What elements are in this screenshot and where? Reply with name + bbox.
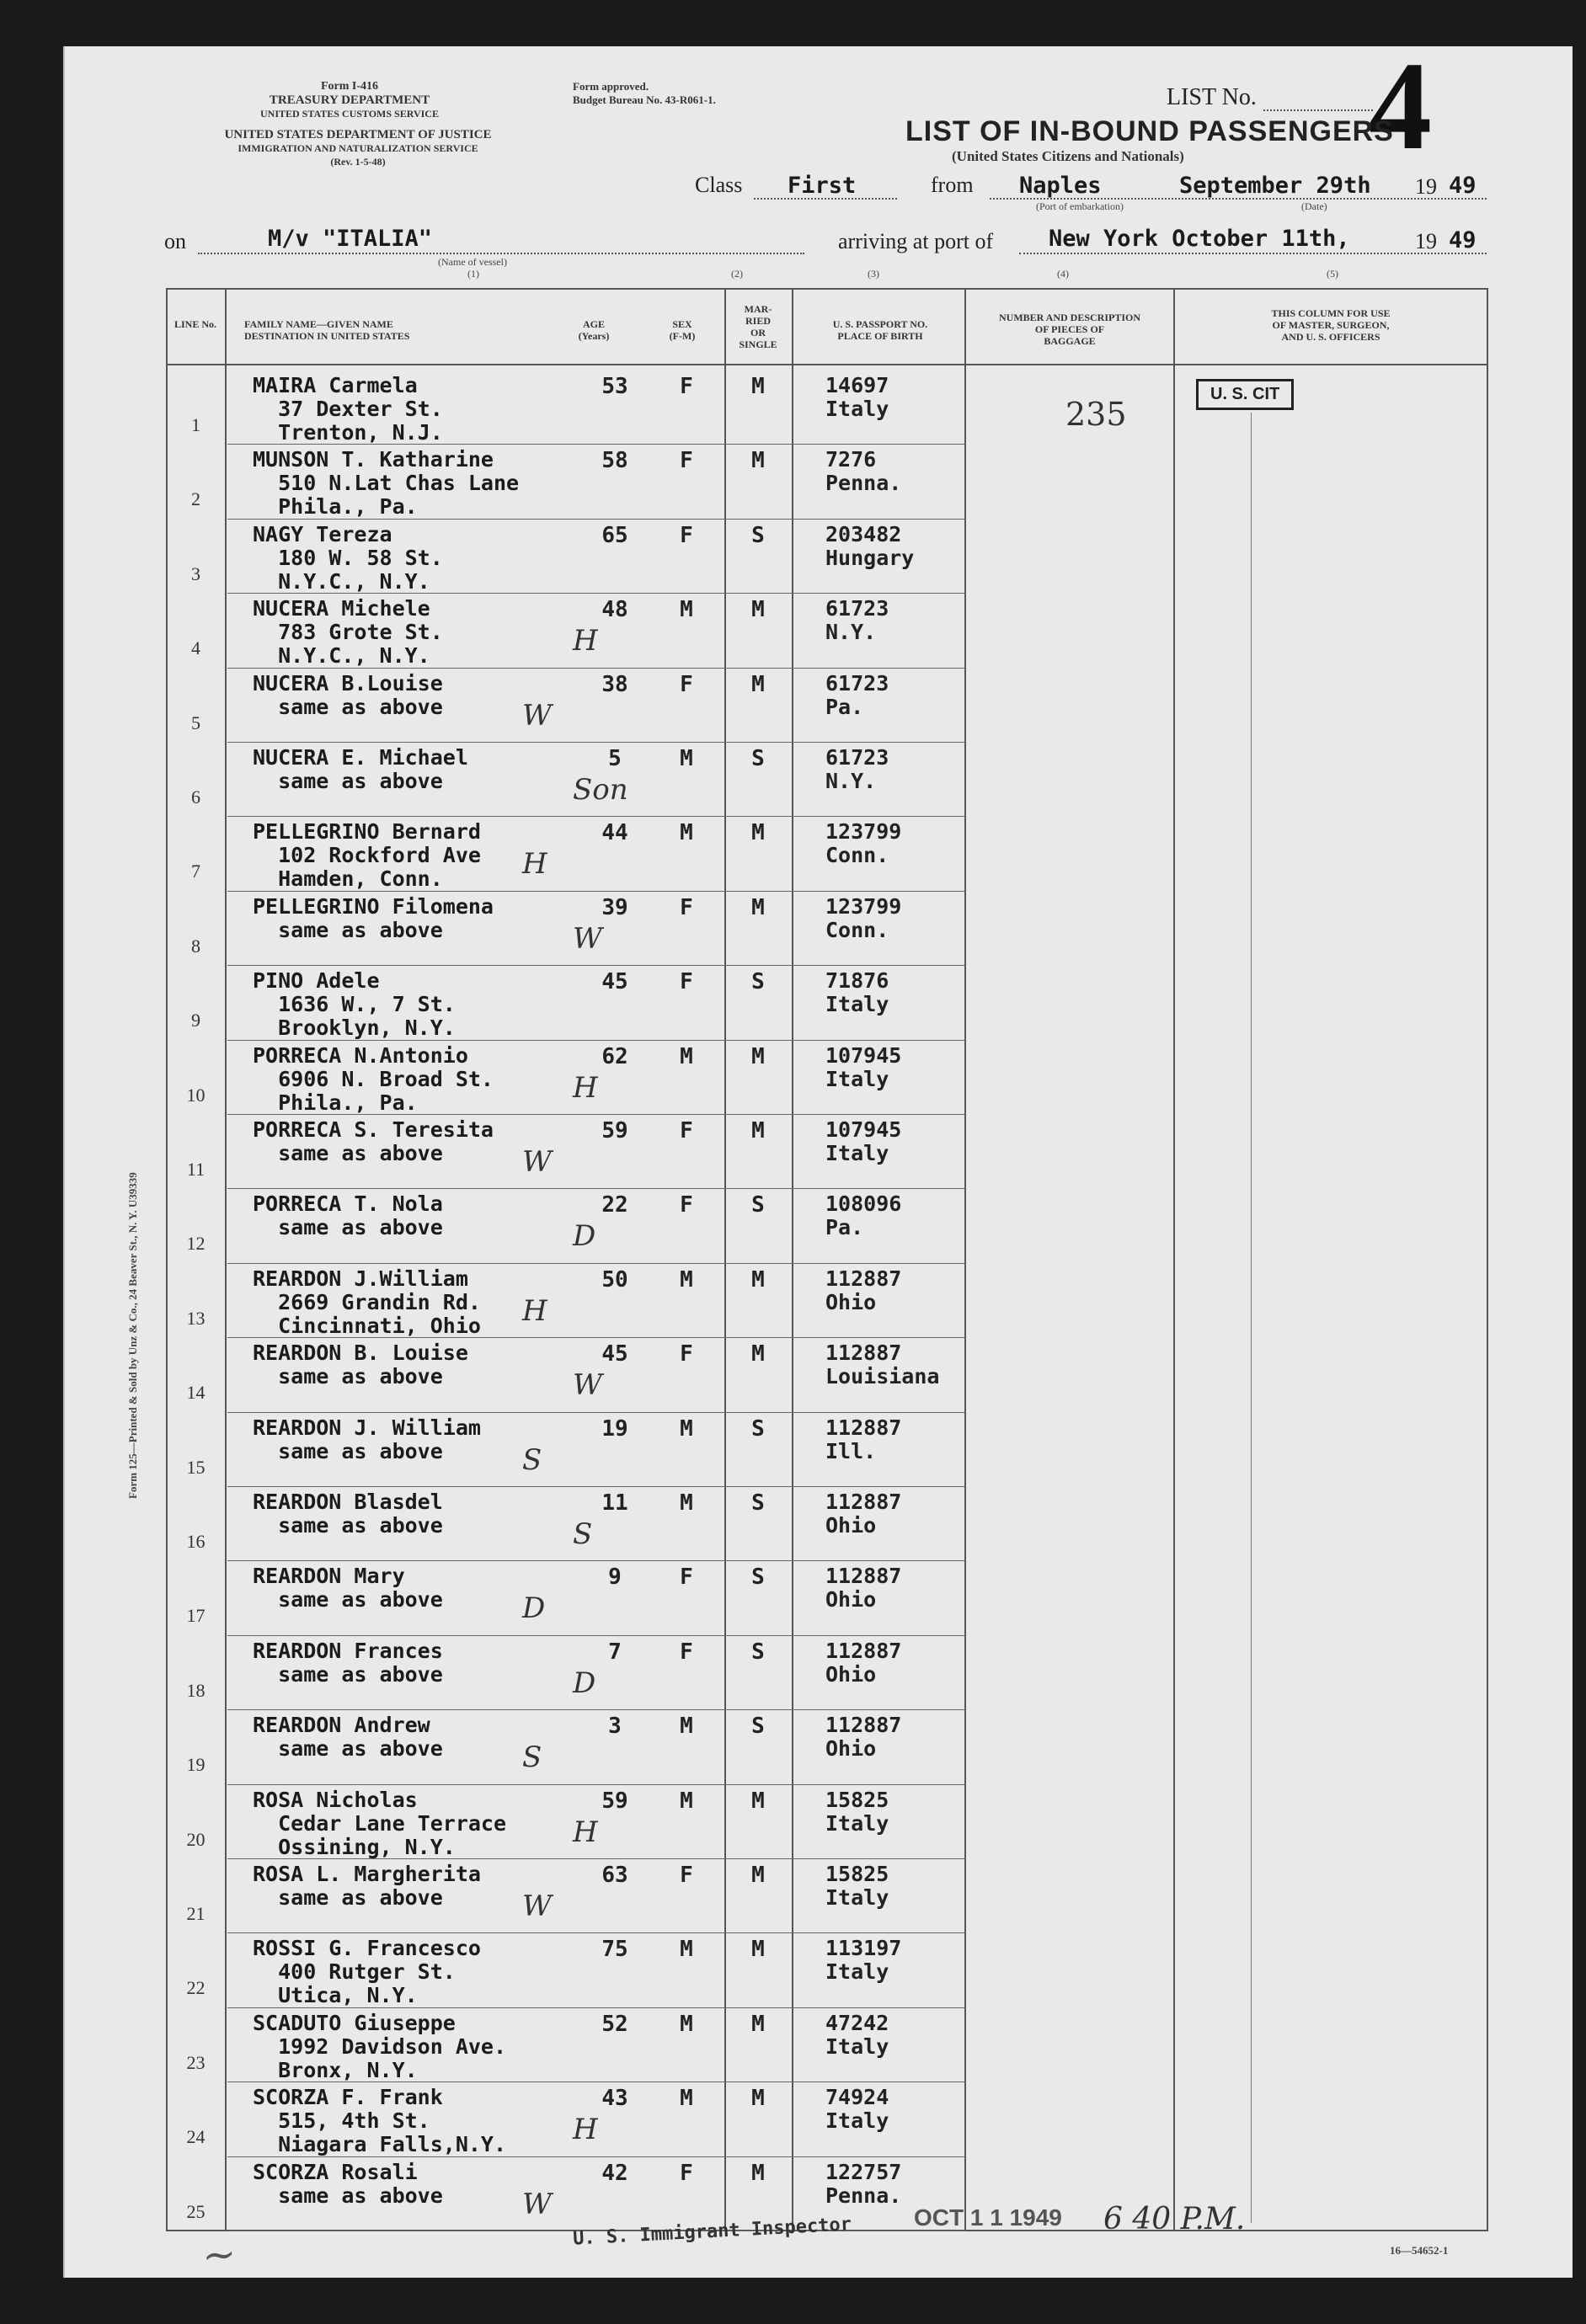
passenger-name-address: SCADUTO Giuseppe 1992 Davidson Ave. Bronx, N.Y. [253,2010,507,2082]
side-imprint: Form 125—Printed & Sold by Unz & Co., 24 Beaver St., N. Y. U39339 [126,1172,139,1499]
passenger-name-address: REARDON B. Louise same as above [253,1341,468,1389]
depart-date: September 29th [1179,173,1371,199]
passenger-age: 45 [601,1341,628,1367]
date-stamp: OCT 1 1 1949 [914,2204,1062,2231]
passenger-sex: F [680,1863,693,1888]
line-number: 6 [191,786,200,808]
marital-status: M [751,2160,765,2186]
line-number: 22 [186,1977,206,1999]
passport-birthplace: 61723 N.Y. [825,745,889,793]
passenger-name-address: PORRECA T. Nola same as above [253,1191,443,1240]
passenger-sex: F [680,1639,693,1665]
col-sex: SEX (F-M) [669,318,696,342]
year-prefix-2: 19 [1415,229,1437,253]
on-label: on [164,229,186,253]
marital-status: M [751,597,765,623]
passenger-age: 45 [601,969,628,995]
passenger-sex: M [680,2011,693,2037]
passenger-sex: F [680,448,693,474]
line-number: 9 [191,1010,200,1031]
passenger-name-address: MUNSON T. Katharine 510 N.Lat Chas Lane Phila., Pa. [253,447,520,520]
line-number: 10 [186,1084,206,1106]
marital-status: S [751,1639,765,1665]
row-separator [227,1263,966,1264]
marital-status: S [751,522,765,548]
relation-annotation: S [573,1517,593,1551]
passenger-name-address: ROSA L. Margherita same as above [253,1862,481,1910]
relation-annotation: H [522,847,547,882]
passenger-sex: M [680,1714,693,1740]
col-passport: U. S. PASSPORT NO. PLACE OF BIRTH [832,318,928,342]
passenger-name-address: NAGY Tereza 180 W. 58 St. N.Y.C., N.Y. [253,521,443,594]
marital-status: S [751,1714,765,1740]
passenger-age: 7 [608,1639,622,1665]
passenger-sex: M [680,1937,693,1963]
passenger-sex: F [680,522,693,548]
passenger-name-address: NUCERA B.Louise same as above [253,670,443,719]
passenger-age: 75 [601,1937,628,1963]
passenger-name-address: REARDON Blasdel same as above [253,1490,443,1538]
passenger-age: 59 [601,1788,628,1814]
line-number: 13 [186,1307,206,1329]
relation-annotation: H [573,624,598,658]
col-num-2: (2) [731,268,743,280]
col-name: FAMILY NAME—GIVEN NAME DESTINATION IN UNITED STATES [244,318,410,342]
relation-annotation: H [573,1815,598,1849]
passenger-age: 65 [601,522,628,548]
marital-status: M [751,1118,765,1143]
passenger-name-address: SCORZA Rosali same as above [253,2159,443,2208]
passport-birthplace: 112887 Ohio [825,1564,902,1612]
passenger-sex: M [680,1043,693,1069]
passenger-sex: F [680,671,693,697]
passenger-sex: M [680,1415,693,1442]
passenger-name-address: REARDON Frances same as above [253,1638,443,1687]
arrival-year: 49 [1449,227,1477,253]
passenger-age: 62 [601,1043,628,1069]
relation-annotation: D [522,1591,546,1626]
relation-annotation: H [522,1293,547,1328]
treasury-header: Form I-416 TREASURY DEPARTMENT UNITED STATES CUSTOMS SERVICE [260,80,439,120]
passenger-sex: F [680,374,693,399]
line-number: 15 [186,1456,206,1478]
form-code: 16—54652-1 [1390,2244,1449,2257]
row-separator [227,1412,966,1413]
passenger-name-address: NUCERA E. Michael same as above [253,745,468,793]
line-number: 16 [186,1531,206,1552]
passenger-sex: M [680,597,693,623]
line-number: 1 [191,414,200,435]
col-num-3: (3) [868,268,879,280]
passport-birthplace: 112887 Ohio [825,1713,902,1762]
marital-status: M [751,1937,765,1963]
passenger-age: 63 [601,1863,628,1888]
passport-birthplace: 112887 Ohio [825,1490,902,1538]
arrival-info: New York October 11th, [1049,226,1350,252]
passenger-sex: M [680,820,693,846]
marital-status: S [751,1564,765,1591]
page-subtitle: (United States Citizens and Nationals) [952,148,1184,164]
passenger-sex: F [680,1564,693,1591]
passenger-age: 39 [601,894,628,920]
passport-birthplace: 112887 Ohio [825,1638,902,1687]
passenger-age: 43 [601,2086,628,2112]
line-number: 8 [191,935,200,957]
passenger-name-address: PELLEGRINO Bernard 102 Rockford Ave Hamden, Conn. [253,819,481,892]
marital-status: S [751,969,765,995]
inspector-signature: ~ [200,2230,238,2280]
page-title: LIST OF IN-BOUND PASSENGERS [905,115,1394,147]
relation-annotation: D [573,1219,596,1254]
from-label: from [931,173,974,197]
row-separator [227,816,966,817]
relation-annotation: D [573,1666,596,1700]
passenger-sex: M [680,746,693,771]
embark-note: (Port of embarkation) [1036,200,1124,212]
class-label: Class [695,173,743,197]
passport-birthplace: 47242 Italy [825,2010,889,2059]
passport-birthplace: 74924 Italy [825,2085,889,2134]
passenger-age: 3 [608,1714,622,1740]
list-no-label: LIST No. [1167,84,1257,110]
relation-annotation: W [522,1145,552,1179]
list-number: 4 [1369,36,1432,176]
passenger-sex: M [680,1490,693,1516]
passenger-name-address: NUCERA Michele 783 Grote St. N.Y.C., N.Y. [253,596,443,669]
line-number: 17 [186,1605,206,1627]
arriving-label: arriving at port of [838,229,994,253]
marital-status: M [751,894,765,920]
vessel-name: M/v "ITALIA" [268,226,433,252]
date-note: (Date) [1301,200,1327,212]
passenger-name-address: PELLEGRINO Filomena same as above [253,893,494,942]
row-separator [227,1932,966,1933]
line-number: 14 [186,1382,206,1404]
passenger-age: 53 [601,374,628,399]
passenger-age: 44 [601,820,628,846]
relation-annotation: W [522,1890,552,1923]
line-number: 24 [186,2126,206,2148]
embark-port: Naples [1019,173,1102,199]
marital-status: M [751,2086,765,2112]
line-number: 4 [191,637,200,659]
marital-status: S [751,1490,765,1516]
line-number: 12 [186,1233,206,1255]
row-separator [227,1486,966,1487]
passenger-name-address: REARDON Andrew same as above [253,1713,443,1762]
passenger-age: 58 [601,448,628,474]
passport-birthplace: 71876 Italy [825,968,889,1017]
passenger-age: 48 [601,597,628,623]
relation-annotation: W [573,921,602,956]
col-num-5: (5) [1327,268,1338,280]
relation-annotation: W [573,1368,602,1403]
passport-birthplace: 15825 Italy [825,1862,889,1910]
vessel-note: (Name of vessel) [438,256,507,268]
marital-status: M [751,1863,765,1888]
col-officers: THIS COLUMN FOR USE OF MASTER, SURGEON, AND U. S. OFFICERS [1271,307,1391,343]
marital-status: M [751,448,765,474]
passport-birthplace: 61723 N.Y. [825,596,889,645]
passenger-age: 42 [601,2160,628,2186]
passenger-name-address: PORRECA N.Antonio 6906 N. Broad St. Phila., Pa. [253,1042,494,1115]
row-separator [227,1635,966,1636]
baggage-count: 235 [1065,396,1127,433]
passenger-age: 19 [601,1415,628,1442]
col-line-no: LINE No. [174,318,216,330]
passenger-sex: M [680,2086,693,2112]
line-number: 5 [191,712,200,733]
passenger-sex: F [680,1192,693,1218]
row-separator [227,965,966,966]
passenger-sex: F [680,1341,693,1367]
passport-birthplace: 7276 Penna. [825,447,902,496]
passenger-name-address: REARDON J. William same as above [253,1415,481,1463]
relation-annotation: S [522,1740,542,1775]
budget-approval: Form approved. Budget Bureau No. 43-R061-1. [573,80,716,106]
passport-birthplace: 112887 Ohio [825,1266,902,1314]
inspector-label: U. S. Immigrant Inspector [572,2214,852,2250]
marital-status: M [751,1788,765,1814]
marital-status: M [751,1043,765,1069]
passport-birthplace: 14697 Italy [825,373,889,421]
passport-birthplace: 123799 Conn. [825,893,902,942]
relation-annotation: W [522,698,552,733]
line-number: 23 [186,2051,206,2073]
passport-birthplace: 108096 Pa. [825,1191,902,1240]
justice-header: UNITED STATES DEPARTMENT OF JUSTICE IMMIGRATION AND NATURALIZATION SERVICE (Rev. 1-5-48) [224,128,492,168]
relation-annotation: W [522,2187,552,2221]
relation-annotation: S [522,1442,542,1477]
line-number: 25 [186,2200,206,2222]
passport-birthplace: 122757 Penna. [825,2159,902,2208]
passenger-age: 50 [601,1266,628,1293]
passenger-sex: F [680,1118,693,1143]
passenger-name-address: REARDON Mary same as above [253,1564,443,1612]
line-number: 7 [191,861,200,882]
marital-status: S [751,1192,765,1218]
passport-birthplace: 113197 Italy [825,1936,902,1985]
marital-status: S [751,746,765,771]
passenger-sex: F [680,2160,693,2186]
passenger-name-address: SCORZA F. Frank 515, 4th St. Niagara Falls,N.Y. [253,2085,507,2157]
passport-birthplace: 203482 Hungary [825,521,915,570]
line-number: 18 [186,1679,206,1701]
row-separator [227,1709,966,1710]
passenger-sex: M [680,1266,693,1293]
col-married: MAR- RIED OR SINGLE [739,303,777,350]
passport-birthplace: 61723 Pa. [825,670,889,719]
passport-birthplace: 107945 Italy [825,1042,902,1091]
col-age: AGE (Years) [578,318,610,342]
marital-status: M [751,1266,765,1293]
relation-annotation: H [573,1070,598,1105]
passenger-age: 9 [608,1564,622,1591]
row-separator [227,1560,966,1561]
col-num-1: (1) [467,268,479,280]
relation-annotation: Son [573,773,628,807]
passenger-name-address: MAIRA Carmela 37 Dexter St. Trenton, N.J. [253,373,443,445]
marital-status: M [751,2011,765,2037]
class-value: First [788,173,857,199]
passenger-sex: M [680,1788,693,1814]
passport-birthplace: 107945 Italy [825,1117,902,1165]
passenger-age: 5 [608,746,622,771]
passenger-name-address: PORRECA S. Teresita same as above [253,1117,494,1165]
passport-birthplace: 15825 Italy [825,1787,889,1836]
passenger-age: 38 [601,671,628,697]
row-separator [227,1784,966,1785]
marital-status: M [751,671,765,697]
passport-birthplace: 123799 Conn. [825,819,902,868]
passenger-name-address: ROSA Nicholas Cedar Lane Terrace Ossining, N.Y. [253,1787,507,1859]
line-number: 11 [186,1159,206,1180]
passenger-age: 52 [601,2011,628,2037]
passenger-age: 59 [601,1118,628,1143]
relation-annotation: H [573,2113,598,2147]
col-baggage: NUMBER AND DESCRIPTION OF PIECES OF BAGGAGE [998,312,1141,347]
passenger-sex: F [680,894,693,920]
year-prefix: 19 [1415,174,1437,199]
row-separator [227,1188,966,1189]
line-number: 20 [186,1828,206,1850]
us-citizen-stamp: U. S. CIT [1196,379,1294,410]
line-number: 21 [186,1903,206,1924]
line-number: 19 [186,1754,206,1776]
marital-status: M [751,374,765,399]
line-number: 3 [191,562,200,584]
arrival-time: 6 40 P.M. [1103,2202,1246,2236]
passenger-age: 11 [601,1490,628,1516]
marital-status: S [751,1415,765,1442]
passport-birthplace: 112887 Louisiana [825,1341,940,1389]
passenger-name-address: REARDON J.William 2669 Grandin Rd. Cincinnati, Ohio [253,1266,481,1338]
passenger-name-address: ROSSI G. Francesco 400 Rutger St. Utica, N.Y. [253,1936,481,2008]
passenger-sex: F [680,969,693,995]
marital-status: M [751,1341,765,1367]
passenger-age: 22 [601,1192,628,1218]
col-num-4: (4) [1057,268,1069,280]
passenger-name-address: PINO Adele 1636 W., 7 St. Brooklyn, N.Y. [253,968,456,1041]
depart-year: 49 [1449,173,1477,199]
marital-status: M [751,820,765,846]
line-number: 2 [191,488,200,510]
passport-birthplace: 112887 Ill. [825,1415,902,1463]
row-separator [227,742,966,743]
